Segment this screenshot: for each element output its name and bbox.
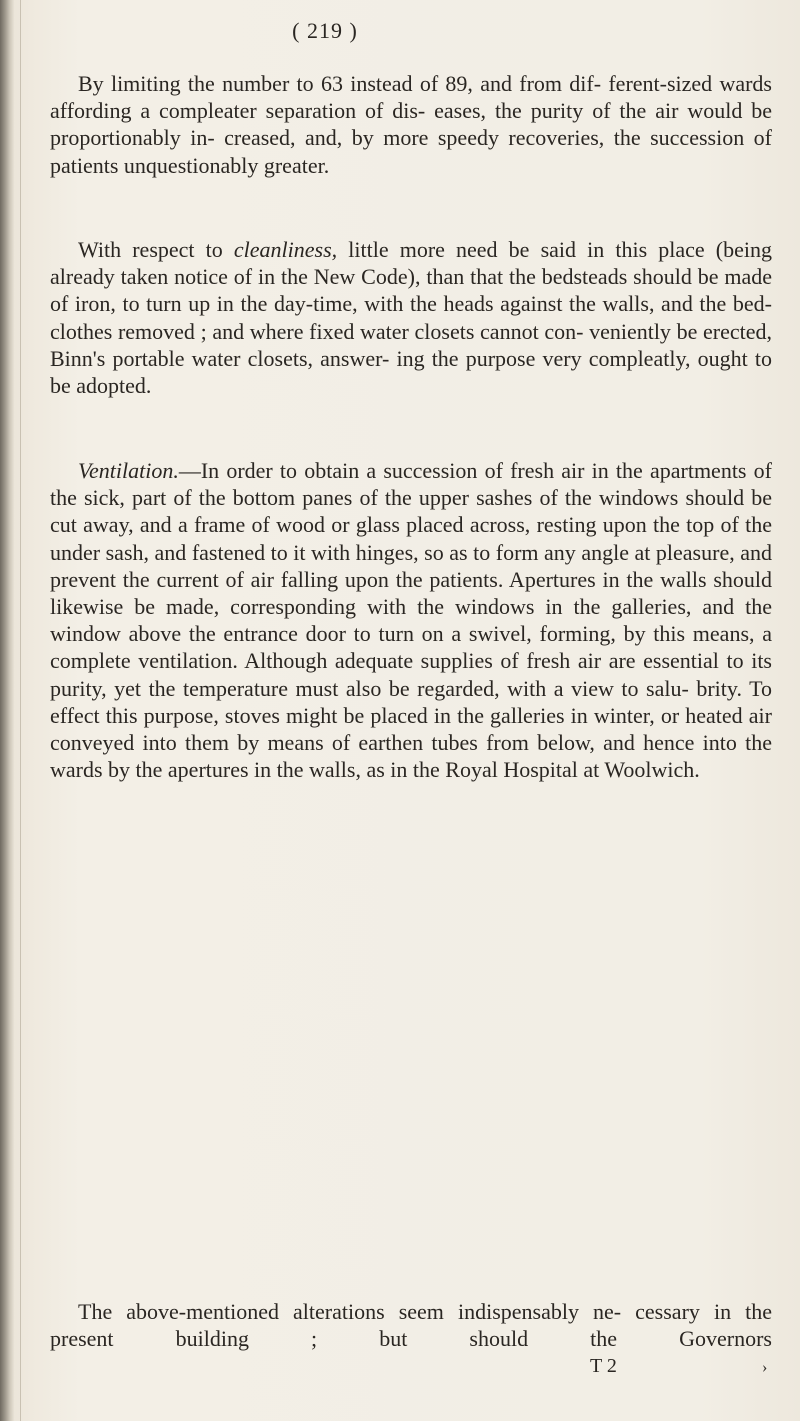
signature-mark: T 2 (590, 1355, 617, 1377)
paragraph-3-body (50, 457, 772, 783)
page-number-header (0, 18, 800, 44)
paragraph-2-italic-term: cleanliness, (233, 237, 338, 262)
page-number: ( 219 ) (292, 18, 358, 43)
page-binding-edge (0, 0, 14, 1421)
paragraph-2-prefix: With respect to (78, 237, 234, 262)
paragraph-4-text: The above-mentioned alterations seem indispensably ne- cessary in the present building ; but should the Governors (50, 1299, 772, 1352)
paragraph-2-text: little more need be said in this place (being already taken notice of in the New Code), than that the bedsteads should be made of iron, to turn up in the day-time, with the heads against the walls, and the bed- clothes removed ; and where fixed water closets cannot con- veniently be erected, Binn's portable water closets, answer- ing the purpose very compleatly, ought to be adopted. (50, 237, 772, 399)
paragraph-3-text: —In order to obtain a succession of fresh air in the apartments of the sick, part of the bottom panes of the upper sashes of the windows should be cut away, and a frame of wood or glass placed across, resting upon the top of the under sash, and fastened to it with hinges, so as to form any angle at pleasure, and prevent the current of air falling upon the patients. Apertures in the walls should likewise be made, corresponding with the windows in the galleries, and the window above the entrance door to turn on a swivel, forming, by this means, a complete ventilation. Although adequate supplies of fresh air are essential to its purity, yet the temperature must also be regarded, with a view to salu- brity. To effect this purpose, stoves might be placed in the galleries in winter, or heated air conveyed into them by means of earthen tubes from below, and hence into the wards by the apertures in the walls, as in the Royal Hospital at Woolwich. (50, 458, 772, 783)
paragraph-4 (50, 1298, 772, 1352)
paragraph-2 (50, 236, 772, 399)
paragraph-3 (50, 457, 772, 783)
paragraph-1 (50, 70, 772, 179)
catchword-mark: › (762, 1359, 768, 1376)
paragraph-1-text: By limiting the number to 63 instead of 89, and from dif- ferent-sized wards affording a compleater separation of dis- eases, the purity of the air would be proportionably in- creased, and, by more speedy recoveries, the succession of patients unquestionably greater. (50, 71, 772, 178)
binding-crease (20, 0, 21, 1421)
paragraph-2-body (50, 236, 772, 399)
ventilation-heading: Ventilation. (78, 458, 179, 483)
